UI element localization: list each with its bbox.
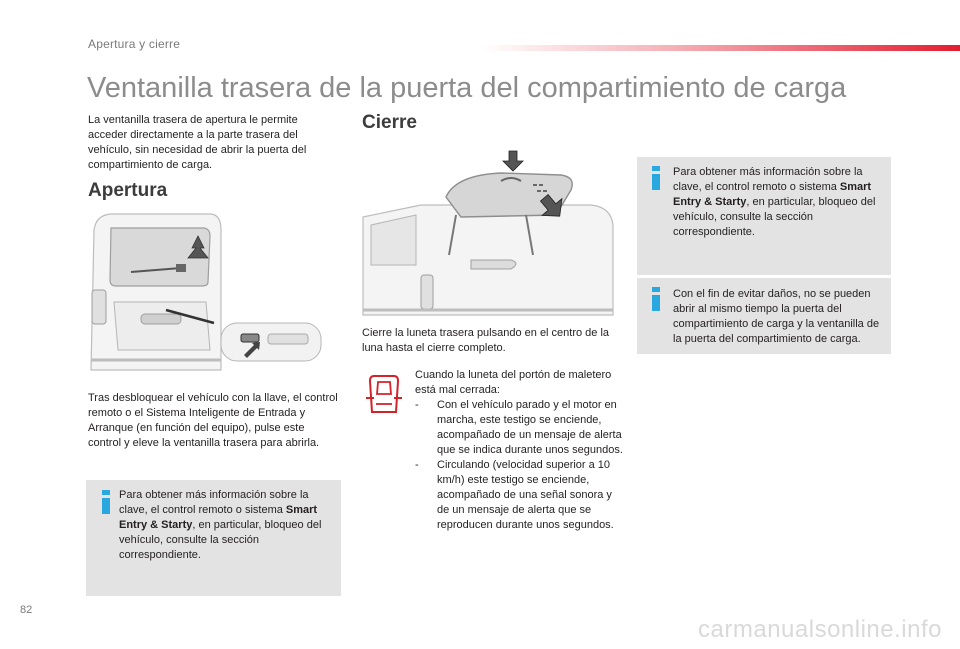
intro-paragraph: La ventanilla trasera de apertura le permite acceder directamente a la parte trasera del vehículo, sin necesidad de abrir la puerta del compartimiento de carga.: [88, 114, 307, 171]
right-info-text-2: Con el fin de evitar daños, no se pueden abrir al mismo tiempo la puerta del compartimiento de carga y la ventanilla de la puerta del compartimiento de carga.: [673, 288, 880, 345]
van-rear-window-drawing: [86, 210, 341, 378]
cierre-paragraph: Cierre la luneta trasera pulsando en el centro de la luna hasta el cierre completo.: [362, 327, 610, 354]
smart-entry-label: Smart Entry & Starty: [119, 504, 318, 531]
warning-list-item: - Circulando (velocidad superior a 10 km/h) este testigo se enciende, acompañado de una señal sonora y de un mensaje de alerta que se reproducen durante unos segundos.: [415, 459, 614, 531]
apertura-info-box: [86, 480, 341, 596]
right-info-box-1: [637, 157, 891, 275]
apertura-heading: Apertura: [88, 180, 168, 201]
page-title: Ventanilla trasera de la puerta del compartimiento de carga: [87, 72, 847, 104]
right-info-text-1: Para obtener más información sobre la clave, el control remoto o sistema Smart Entry & Starty, en particular, bloqueo del vehículo, consulte la sección correspondiente.: [673, 166, 876, 238]
van-closing-window-drawing: [361, 145, 616, 318]
cierre-heading: Cierre: [362, 112, 417, 133]
warning-intro: Cuando la luneta del portón de maletero está mal cerrada:: [415, 369, 612, 396]
warning-block: [415, 368, 625, 533]
smart-entry-label: Smart Entry & Starty: [673, 181, 872, 208]
info-icon: [646, 287, 666, 311]
watermark: carmanualsonline.info: [698, 616, 942, 643]
cierre-illustration: [361, 145, 616, 318]
warning-list-item: - Con el vehículo parado y el motor en marcha, este testigo se enciende, acompañado de un mensaje de alerta que se indica durante unos segundos.: [415, 399, 623, 456]
info-icon: [646, 166, 666, 190]
apertura-paragraph: Tras desbloquear el vehículo con la llave, el control remoto o el Sistema Inteligente de Entrada y Arranque (en función del equipo), pulse este control y eleve la ventanilla trasera para abrirla.: [88, 392, 338, 449]
apertura-info-text: Para obtener más información sobre la clave, el control remoto o sistema Smart Entry & Starty, en particular, bloqueo del vehículo, consulte la sección correspondiente.: [119, 489, 322, 561]
section-label: Apertura y cierre: [88, 37, 181, 51]
info-icon: [96, 490, 116, 514]
open-tailgate-warning-icon: [366, 372, 402, 416]
page-number: 82: [20, 604, 33, 616]
header-accent-bar: [480, 45, 960, 51]
right-info-box-2: [637, 278, 891, 354]
apertura-illustration: [86, 210, 341, 378]
